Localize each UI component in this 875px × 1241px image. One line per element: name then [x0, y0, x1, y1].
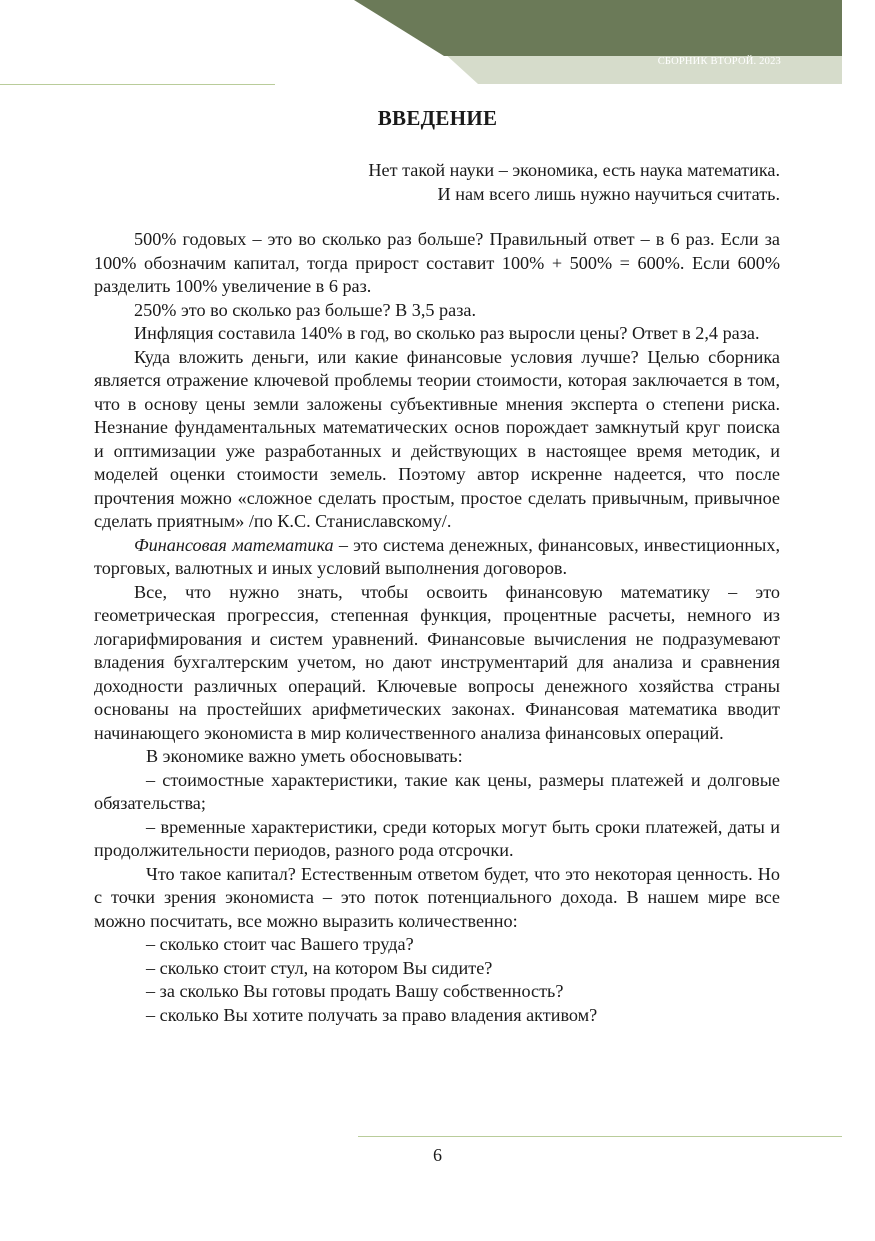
- series-label: СБОРНИК ВТОРОЙ. 2023: [657, 56, 781, 67]
- paragraph: Инфляция составила 140% в год, во сколько раз выросли цены? Ответ в 2,4 раза.: [134, 323, 760, 343]
- body-text: [94, 228, 780, 1027]
- question-item: – сколько стоит стул, на котором Вы сидите?: [146, 957, 493, 978]
- epigraph-line-2: И нам всего лишь нужно научиться считать.: [437, 184, 780, 204]
- header-rule: [0, 84, 275, 85]
- defined-term: Финансовая математика: [134, 534, 334, 555]
- paragraph: Что такое капитал? Естественным ответом будет, что это некоторая ценность. Но с точки зрения экономиста – это поток потенциального дохода. В нашем мире все можно посчитать, все можно выразить количественно:: [94, 863, 780, 931]
- paragraph: Куда вложить деньги, или какие финансовые условия лучше? Целью сборника является отражение ключевой проблемы теории стоимости, которая заключается в том, что в основу цены земли заложены субъективные мнения эксперта о степени риска. Незнание фундаментальных математических основ порождает замкнутый круг поиска и оптимизации уже разработанных и действующих в настоящее время методик, и моделей оценки стоимости земель. Поэтому автор искренне надеется, что после прочтения можно «сложное сделать простым, простое сделать привычным, привычное сделать приятным» /по К.С. Станиславскому/.: [94, 346, 780, 531]
- footer-rule: [358, 1136, 842, 1137]
- paragraph: В экономике важно уметь обосновывать:: [146, 746, 463, 766]
- paragraph: 250% это во сколько раз больше? В 3,5 раза.: [134, 299, 476, 320]
- page-number: 6: [433, 1145, 442, 1165]
- epigraph-line-1: Нет такой науки – экономика, есть наука математика.: [368, 160, 780, 180]
- paragraph: 500% годовых – это во сколько раз больше? Правильный ответ – в 6 раз. Если за 100% обозначим капитал, тогда прирост составит 100% + 500% = 600%. Если 600% разделить 100% увеличение в 6 раз.: [94, 229, 780, 296]
- question-item: – за сколько Вы готовы продать Вашу собственность?: [146, 981, 564, 1001]
- header-decoration: [0, 0, 875, 90]
- question-item: – сколько стоит час Вашего труда?: [146, 934, 414, 954]
- header-dark-band: [354, 0, 842, 56]
- page-title: ВВЕДЕНИЕ: [377, 106, 498, 130]
- epigraph: [368, 158, 780, 206]
- question-item: – сколько Вы хотите получать за право владения активом?: [146, 1004, 598, 1025]
- list-item: – стоимостные характеристики, такие как цены, размеры платежей и долговые обязательства;: [94, 769, 780, 813]
- definition-text: – это система денежных, финансовых, инвестиционных, торговых, валютных и иных условий выполнения договоров.: [94, 534, 780, 578]
- paragraph-definition: [94, 534, 780, 581]
- paragraph: Все, что нужно знать, чтобы освоить финансовую математику – это геометрическая прогрессия, степенная функция, процентные расчеты, немного из логарифмирования и систем уравнений. Финансовые вычисления не подразумевают владения бухгалтерским учетом, но дают инструментарий для анализа и сравнения доходности различных операций. Ключевые вопросы денежного хозяйства страны основаны на простейших арифметических законах. Финансовая математика вводит начинающего экономиста в мир количественного анализа финансовых операций.: [94, 581, 780, 743]
- list-item: – временные характеристики, среди которых могут быть сроки платежей, даты и продолжительности периодов, разного рода отсрочки.: [94, 816, 780, 860]
